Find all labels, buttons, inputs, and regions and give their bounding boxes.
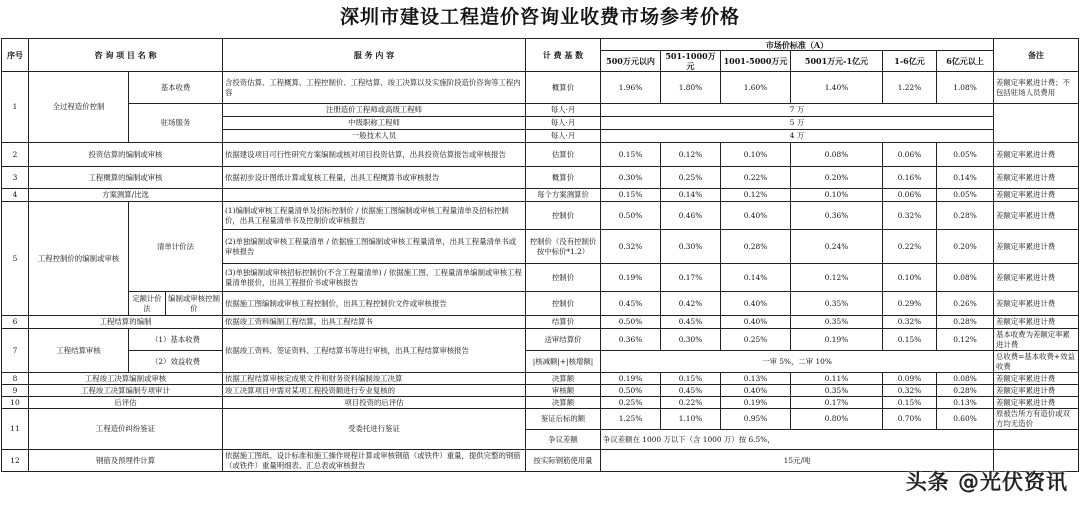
basis-cell: 估算价 [526, 143, 601, 167]
rate-cell: 0.14% [721, 264, 791, 292]
remark-cell [994, 430, 1079, 450]
content-cell [223, 189, 526, 202]
rate-cell: 0.15% [601, 143, 661, 167]
basis-cell: 控制价 [526, 202, 601, 230]
item-cell: 工程结算审核 [29, 329, 129, 373]
remark-cell [994, 104, 1079, 143]
rate-cell: 0.26% [937, 292, 994, 316]
rate-cell: 0.08% [791, 143, 883, 167]
rate-cell: 0.95% [721, 409, 791, 430]
rate-cell: 0.30% [661, 230, 721, 264]
value-cell: 15元/吨 [601, 450, 994, 472]
sub-item-name: (2)单独编制或审核工程量清单 [225, 236, 325, 246]
header-remark: 备注 [994, 39, 1079, 72]
remark-cell: 差额定率累进计费 [994, 316, 1079, 329]
rate-cell: 0.40% [721, 202, 791, 230]
header-market: 市场价标准（A） [601, 39, 994, 51]
method-cell: 定额计价法 [129, 292, 166, 316]
remark-cell: 差额定率累进计费 [994, 373, 1079, 385]
content-cell: (2)单独编制或审核工程量清单 / 依据施工图编制或审核工程量清单，出具工程量清单书或审核报告 [223, 230, 526, 264]
method-cell: 清单计价法 [129, 202, 223, 292]
remark-cell: 原被告所方有造价或双方均无造价 [994, 409, 1079, 430]
rate-cell: 0.19% [601, 264, 661, 292]
remark-cell: 差额定率累进计费 [994, 202, 1079, 230]
rate-cell: 0.32% [601, 230, 661, 264]
rate-cell: 0.36% [601, 329, 661, 351]
basis-cell: 控制价（没有控制价按中标价*1.2） [526, 230, 601, 264]
rate-cell: 0.29% [883, 292, 937, 316]
table-row [2, 189, 1079, 202]
remark-cell: 差额定率累进计费 [994, 189, 1079, 202]
rate-cell: 1.80% [661, 72, 721, 104]
rate-cell: 0.15% [883, 397, 937, 409]
header-item: 咨 询 项 目 名 称 [29, 39, 223, 72]
seq-cell: 2 [2, 143, 29, 167]
rate-cell: 0.16% [883, 167, 937, 189]
rate-cell: 0.12% [661, 143, 721, 167]
rate-cell: 0.28% [937, 202, 994, 230]
rate-cell: 0.30% [661, 329, 721, 351]
basis-cell: 概算价 [526, 72, 601, 104]
remark-cell: 差额定率累进计费 [994, 143, 1079, 167]
sub-item-name: (1)编制或审核工程量清单及招标控制价 [225, 205, 354, 215]
item-cell: 投资估算的编制或审核 [29, 143, 223, 167]
basis-cell: 每个方案测算价 [526, 189, 601, 202]
rate-cell: 0.42% [661, 292, 721, 316]
item-cell: 工程竣工决算编制或审核 [29, 373, 223, 385]
rate-cell: 0.15% [601, 189, 661, 202]
header-seq: 序号 [2, 39, 29, 72]
table-row [2, 167, 1079, 189]
rate-cell: 0.06% [883, 189, 937, 202]
seq-cell: 11 [2, 409, 29, 450]
rate-cell: 0.50% [601, 202, 661, 230]
seq-cell: 10 [2, 397, 29, 409]
basis-cell: 按实际钢筋使用量 [526, 450, 601, 472]
rate-cell: 0.32% [883, 202, 937, 230]
header-band: 500万元以内 [601, 51, 661, 72]
rate-cell: 0.10% [791, 189, 883, 202]
rate-cell: 1.96% [601, 72, 661, 104]
rate-cell: 0.08% [937, 373, 994, 385]
table-row [2, 143, 1079, 167]
sub-item-cell: 基本收费 [129, 72, 223, 104]
basis-cell: 概算价 [526, 167, 601, 189]
seq-cell: 3 [2, 167, 29, 189]
header-band: 501-1000万元 [661, 51, 721, 72]
rate-cell: 0.13% [721, 373, 791, 385]
page-title: 深圳市建设工程造价咨询业收费市场参考价格 [339, 6, 740, 28]
value-cell: 争议差额在 1000 万以下（含 1000 万）按 6.5%， [601, 430, 994, 450]
rate-cell: 0.25% [721, 329, 791, 351]
rate-cell: 0.40% [721, 292, 791, 316]
content-cell: 依据工程结算审核定成果文件和财务资料编制竣工决算 [223, 373, 526, 385]
content-cell: 含投资估算、工程概算、工程控制价、工程结算、竣工决算以及实施阶段造价咨询等工程内容 [223, 72, 526, 104]
header-content: 服 务 内 容 [223, 39, 526, 72]
content-cell: 依据施工图编制或审核工程控制价，出具工程控制价文件或审核报告 [223, 292, 526, 316]
item-cell: 工程竣工决算编制专项审计 [29, 385, 223, 397]
rate-cell: 0.35% [791, 385, 883, 397]
rate-cell: 0.13% [937, 397, 994, 409]
basis-cell: 每人·月 [526, 130, 601, 143]
item-cell: 工程造价纠纷鉴证 [29, 409, 223, 450]
content-cell: 受委托进行鉴证 [223, 409, 526, 450]
seq-cell: 1 [2, 72, 29, 143]
rate-cell: 0.17% [791, 397, 883, 409]
seq-cell: 6 [2, 316, 29, 329]
table-row [2, 104, 1079, 117]
sub-item-cell: （1）基本收费 [129, 329, 223, 351]
table-row [2, 409, 1079, 430]
rate-cell: 0.35% [791, 292, 883, 316]
sub-item-cell: 驻场服务 [129, 104, 223, 143]
rate-cell: 0.12% [937, 329, 994, 351]
table-row [2, 202, 1079, 230]
rate-cell: 0.32% [883, 385, 937, 397]
seq-cell: 12 [2, 450, 29, 472]
remark-cell: 差额定率累进计费 [994, 264, 1079, 292]
rate-cell: 1.60% [721, 72, 791, 104]
rate-cell: 0.50% [601, 385, 661, 397]
rate-cell: 0.35% [791, 316, 883, 329]
header-band: 5001万元-1亿元 [791, 51, 883, 72]
basis-cell: 决算额 [526, 397, 601, 409]
watermark: 头条 @光伏资讯 [905, 470, 1068, 494]
table-row [2, 351, 1079, 373]
rate-cell: 0.12% [791, 264, 883, 292]
table-row [2, 329, 1079, 351]
rate-cell: 0.22% [661, 397, 721, 409]
sub-item-cell: 编制或审核控制价 [166, 292, 223, 316]
basis-cell: 控制价 [526, 264, 601, 292]
item-cell: 全过程造价控制 [29, 72, 129, 143]
remark-cell: 基本收费为差额定率累进计费 [994, 329, 1079, 351]
rate-cell: 1.08% [937, 72, 994, 104]
item-cell: 工程结算的编制 [29, 316, 223, 329]
seq-cell: 4 [2, 189, 29, 202]
rate-cell: 0.11% [791, 373, 883, 385]
basis-cell: 审核额 [526, 385, 601, 397]
rate-cell: 0.25% [601, 397, 661, 409]
seq-cell: 9 [2, 385, 29, 397]
sub-item-name: (3)单独编制或审核招标控制价(不含工程量清单) [225, 267, 382, 277]
content-cell: 注册造价工程师或高级工程师 [223, 104, 526, 117]
content-cell: 竣工决算项目中需对某项工程投资额进行专业复核的 [223, 385, 526, 397]
table-row [2, 72, 1079, 104]
rate-cell: 0.24% [791, 230, 883, 264]
content-cell: 依据竣工资料编制工程结算，出具工程结算书 [223, 316, 526, 329]
item-cell: 工程概算的编制或审核 [29, 167, 223, 189]
content-cell: 依据竣工资料、签证资料、工程结算书等进行审核，出具工程结算审核报告 [223, 329, 526, 373]
rate-cell: 0.46% [661, 202, 721, 230]
rate-cell: 0.10% [883, 264, 937, 292]
header-band: 1-6亿元 [883, 51, 937, 72]
content-cell: 依据初步设计图纸计算或复核工程量，出具工程概算书或审核报告 [223, 167, 526, 189]
basis-cell: 决算额 [526, 373, 601, 385]
header-band: 6亿元以上 [937, 51, 994, 72]
item-cell: 钢筋及预埋件计算 [29, 450, 223, 472]
rate-cell: 0.22% [883, 230, 937, 264]
rate-cell: 0.06% [883, 143, 937, 167]
table-row [2, 385, 1079, 397]
rate-cell: 0.15% [661, 373, 721, 385]
rate-cell: 1.10% [661, 409, 721, 430]
sub-item-content: 依据施工图、工程量清单编制或审核工程量清单报价，出具工程报价书或审核报告 [225, 267, 522, 287]
rate-cell: 0.19% [791, 329, 883, 351]
value-cell: 7 万 [601, 104, 994, 117]
table-row [2, 316, 1079, 329]
remark-cell: 差额定率累进计费；不包括驻场人员费用 [994, 72, 1079, 104]
rate-cell: 1.25% [601, 409, 661, 430]
basis-cell: 争议差额 [526, 430, 601, 450]
value-cell: 4 万 [601, 130, 994, 143]
seq-cell: 7 [2, 329, 29, 373]
rate-cell: 0.32% [883, 316, 937, 329]
header-band: 1001-5000万元 [721, 51, 791, 72]
header-row [2, 39, 1079, 51]
item-cell: 方案测算/比选 [29, 189, 223, 202]
rate-cell: 0.08% [937, 264, 994, 292]
table-row [2, 292, 1079, 316]
remark-cell: 差额定率累进计费 [994, 397, 1079, 409]
basis-cell: 鉴证后标的额 [526, 409, 601, 430]
rate-cell: 0.45% [661, 385, 721, 397]
rate-cell: 1.22% [883, 72, 937, 104]
content-cell: (3)单独编制或审核招标控制价(不含工程量清单) / 依据施工图、工程量清单编制或审核工程量清单报价，出具工程报价书或审核报告 [223, 264, 526, 292]
rate-cell: 0.28% [937, 385, 994, 397]
rate-cell: 0.45% [661, 316, 721, 329]
basis-cell: 送审结算价 [526, 329, 601, 351]
basis-cell: |核减额|+|核增额| [526, 351, 601, 373]
rate-cell: 0.14% [937, 167, 994, 189]
content-cell: 中级职称工程师 [223, 117, 526, 130]
sub-item-cell: （2）效益收费 [129, 351, 223, 373]
rate-cell: 0.22% [721, 167, 791, 189]
basis-cell: 每人·月 [526, 117, 601, 130]
content-cell: (1)编制或审核工程量清单及招标控制价 / 依据施工图编制或审核工程量清单及招标控制价，出具工程量清单书及控制价或审核报告 [223, 202, 526, 230]
table-row [2, 373, 1079, 385]
sub-item-content: 依据施工图编制或审核工程量清单及招标控制价，出具工程量清单书及控制价或审核报告 [225, 205, 509, 225]
rate-cell: 0.19% [721, 397, 791, 409]
rate-cell: 0.20% [791, 167, 883, 189]
seq-cell: 8 [2, 373, 29, 385]
value-cell: 一审 5%，二审 10% [601, 351, 994, 373]
rate-cell: 0.45% [601, 292, 661, 316]
rate-cell: 0.17% [661, 264, 721, 292]
item-cell: 后评估 [29, 397, 223, 409]
content-cell: 依据施工图纸、设计标准和施工操作规程计算或审核钢筋（或铁件）重量，提供完整的钢筋（或铁件）重量明细表、汇总表或审核报告 [223, 450, 526, 472]
content-cell: 依据建设项目可行性研究方案编制或核对项目投资估算，出具投资估算报告或审核报告 [223, 143, 526, 167]
rate-cell: 0.20% [937, 230, 994, 264]
rate-cell: 0.05% [937, 189, 994, 202]
rate-cell: 0.30% [601, 167, 661, 189]
rate-cell: 1.40% [791, 72, 883, 104]
rate-cell: 0.70% [883, 409, 937, 430]
rate-cell: 0.09% [883, 373, 937, 385]
rate-cell: 0.15% [883, 329, 937, 351]
rate-cell: 0.19% [601, 373, 661, 385]
rate-cell: 0.14% [661, 189, 721, 202]
sub-item-content: 依据施工图编制或审核工程量清单，出具工程量清单书或审核报告 [225, 236, 517, 256]
remark-cell: 差额定率累进计费 [994, 292, 1079, 316]
item-cell: 工程控制价的编制或审核 [29, 202, 129, 316]
basis-cell: 结算价 [526, 316, 601, 329]
rate-cell: 0.10% [721, 143, 791, 167]
rate-cell: 0.60% [937, 409, 994, 430]
rate-cell: 0.25% [661, 167, 721, 189]
rate-cell: 0.40% [721, 316, 791, 329]
remark-cell: 差额定率累进计费 [994, 385, 1079, 397]
remark-cell: 总收费=基本收费+效益收费 [994, 351, 1079, 373]
remark-cell: 差额定率累进计费 [994, 230, 1079, 264]
fee-table [1, 38, 1079, 472]
rate-cell: 0.36% [791, 202, 883, 230]
basis-cell: 每人·月 [526, 104, 601, 117]
remark-cell: 差额定率累进计费 [994, 167, 1079, 189]
rate-cell: 0.80% [791, 409, 883, 430]
content-cell: 一般技术人员 [223, 130, 526, 143]
content-cell: 项目投资的后评估 [223, 397, 526, 409]
value-cell: 5 万 [601, 117, 994, 130]
rate-cell: 0.28% [937, 316, 994, 329]
rate-cell: 0.28% [721, 230, 791, 264]
table-row [2, 397, 1079, 409]
basis-cell: 控制价 [526, 292, 601, 316]
rate-cell: 0.05% [937, 143, 994, 167]
rate-cell: 0.50% [601, 316, 661, 329]
rate-cell: 0.12% [721, 189, 791, 202]
seq-cell: 5 [2, 202, 29, 316]
rate-cell: 0.40% [721, 385, 791, 397]
header-basis: 计 费 基 数 [526, 39, 601, 72]
